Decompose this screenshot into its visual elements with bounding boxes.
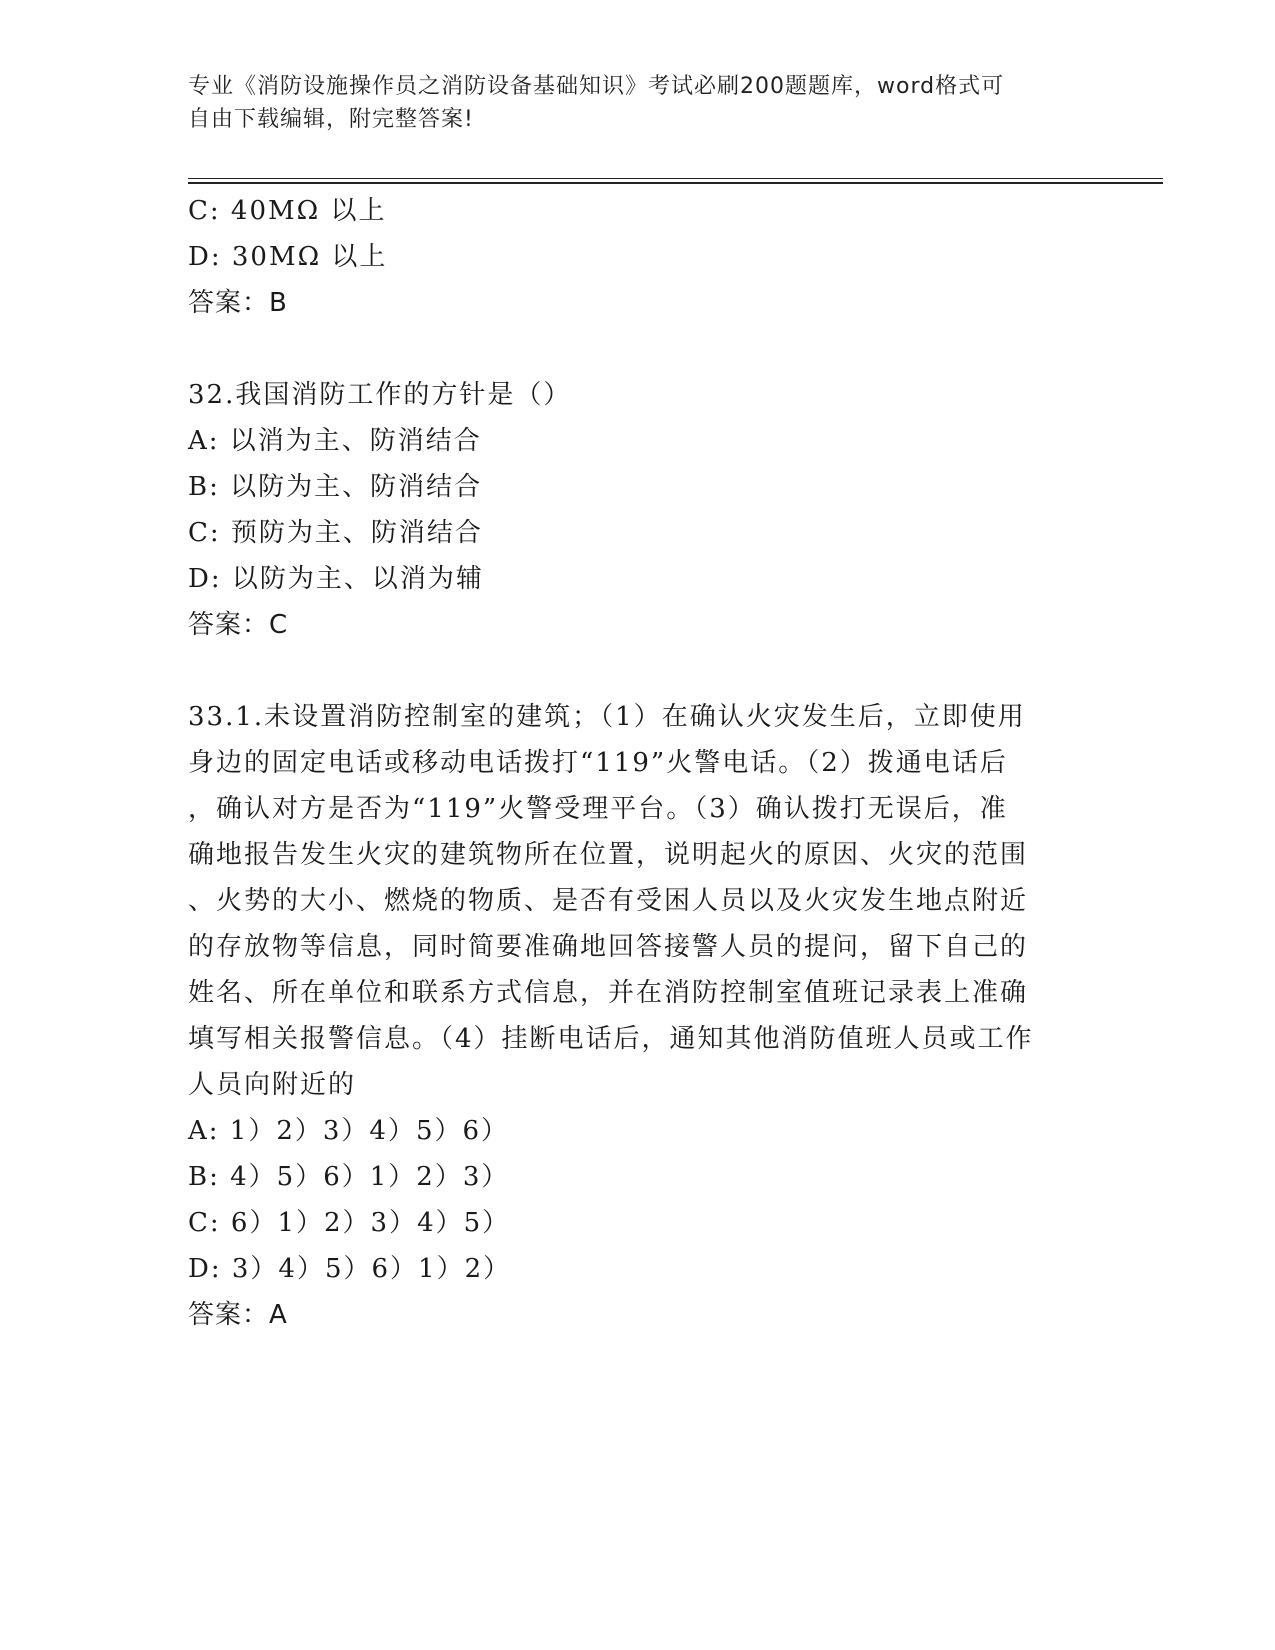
question-33	[188, 694, 1088, 1338]
question-stem-line: 人员向附近的	[188, 1070, 357, 1100]
question-stem-line: 的存放物等信息，同时简要准确地回答接警人员的提问，留下自己的	[188, 932, 1029, 962]
spacer	[188, 326, 1088, 372]
header-title-line-1: 专业《消防设施操作员之消防设备基础知识》考试必刷200题题库，word格式可	[188, 74, 1005, 99]
header-divider	[188, 178, 1163, 184]
question-stem-line: 填写相关报警信息。（4）挂断电话后，通知其他消防值班人员或工作	[188, 1024, 1034, 1054]
answer-label: 答案：C	[188, 610, 289, 640]
question-stem-line: ，确认对方是否为“119”火警受理平台。（3）确认拨打无误后，准	[188, 794, 1008, 824]
spacer	[188, 648, 1088, 694]
option-a: A: 以消为主、防消结合	[188, 426, 482, 456]
option-d: D: 以防为主、以消为辅	[188, 564, 484, 594]
question-32	[188, 372, 1088, 648]
option-b: B: 4）5）6）1）2）3）	[188, 1162, 510, 1192]
document-header	[188, 70, 1088, 136]
question-stem-line: 姓名、所在单位和联系方式信息，并在消防控制室值班记录表上准确	[188, 978, 1029, 1008]
question-stem-line: 、火势的大小、燃烧的物质、是否有受困人员以及火灾发生地点附近	[188, 886, 1029, 916]
option-b: B: 以防为主、防消结合	[188, 472, 483, 502]
question-stem-line: 33.1.未设置消防控制室的建筑；（1）在确认火灾发生后，立即使用	[188, 702, 1026, 732]
question-content	[188, 188, 1088, 1338]
answer-label: 答案：A	[188, 1300, 288, 1330]
option-c: C: 6）1）2）3）4）5）	[188, 1208, 511, 1238]
question-stem-line: 身边的固定电话或移动电话拨打“119”火警电话。（2）拨通电话后	[188, 748, 1008, 778]
question-31-tail	[188, 188, 1088, 326]
answer-label: 答案：B	[188, 288, 288, 318]
option-a: A: 1）2）3）4）5）6）	[188, 1116, 510, 1146]
question-stem-line: 确地报告发生火灾的建筑物所在位置，说明起火的原因、火灾的范围	[188, 840, 1029, 870]
header-title-line-2: 自由下载编辑，附完整答案!	[188, 107, 474, 132]
option-c: C: 40MΩ 以上	[188, 196, 387, 226]
option-d: D: 30MΩ 以上	[188, 242, 388, 272]
option-d: D: 3）4）5）6）1）2）	[188, 1254, 512, 1284]
question-stem: 32.我国消防工作的方针是（）	[188, 380, 572, 410]
option-c: C: 预防为主、防消结合	[188, 518, 483, 548]
